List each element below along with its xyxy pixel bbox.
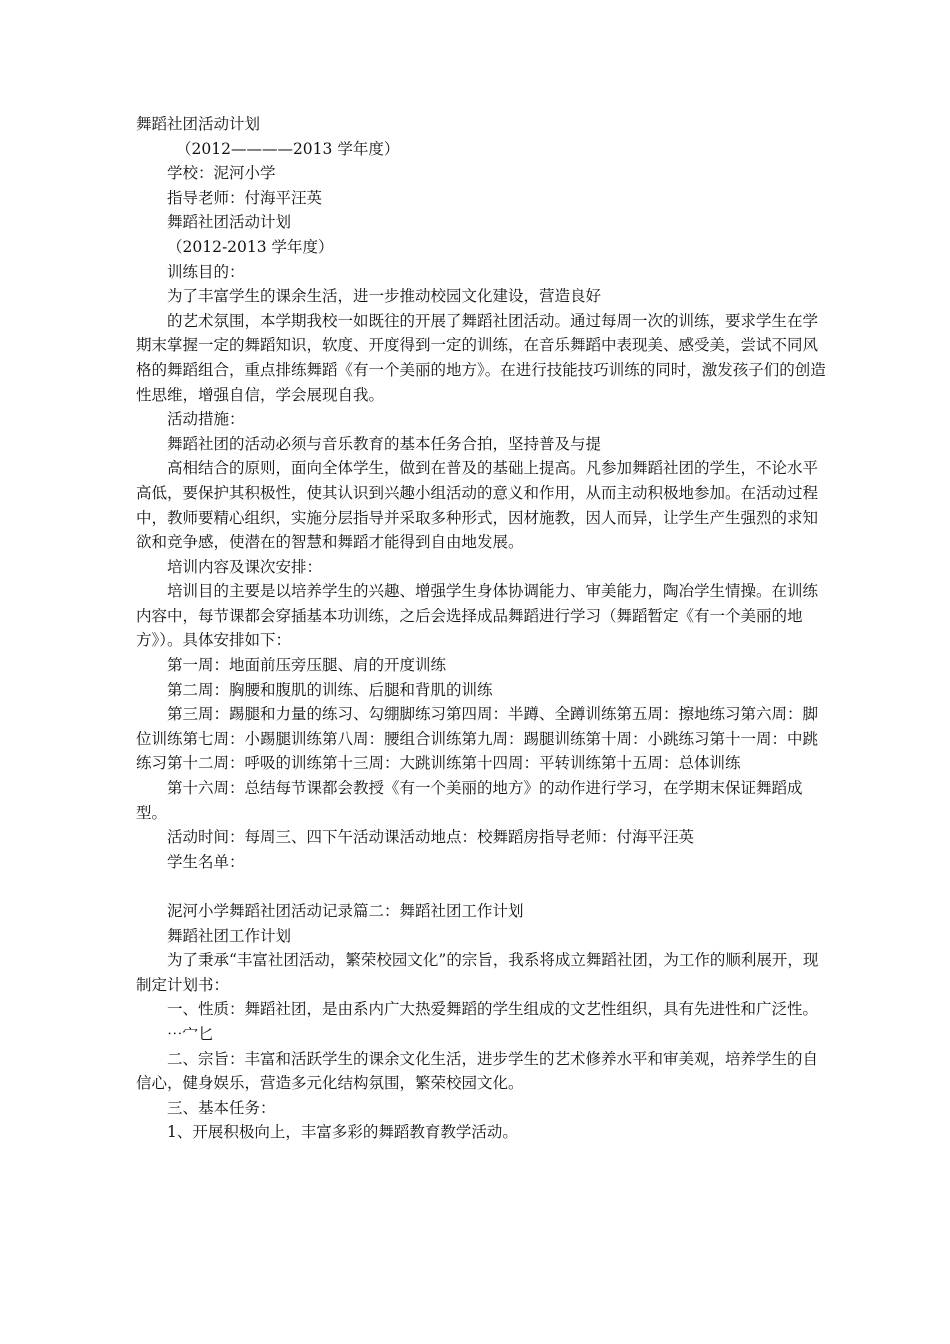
nature-paragraph: 一、性质：舞蹈社团，是由系内广大热爱舞蹈的学生组成的文艺性组织，具有先进性和广泛性。 bbox=[167, 1000, 819, 1019]
goal-heading: 训练目的： bbox=[167, 262, 245, 281]
doc-title: 舞蹈社团活动计划 bbox=[136, 115, 261, 133]
measures-paragraph-start: 舞蹈社团的活动必须与音乐教育的基本任务合拍，坚持普及与提 bbox=[167, 434, 602, 453]
week-16: 第十六周：总结每节课都会教授《有一个美丽的地方》的动作进行学习，在学期末保证舞蹈成型。 bbox=[136, 779, 803, 822]
goal-paragraph: 的艺术氛围，本学期我校一如既往的开展了舞蹈社团活动。通过每周一次的训练，要求学生在学期末掌握一定的舞蹈知识，软度、开度得到一定的训练，在音乐舞蹈中表现美、感受美，尝试不同风格的舞蹈组合，重点排练舞蹈《有一个美丽的地方》。在进行技能技巧训练的同时，激发孩子们的创造性思维，增强自信，学会展现自我。 bbox=[136, 311, 826, 404]
plan-year: （2012-2013 学年度） bbox=[167, 237, 334, 256]
part2-title: 泥河小学舞蹈社团活动记录篇二：舞蹈社团工作计划 bbox=[167, 902, 524, 920]
measures-paragraph: 高相结合的原则，面向全体学生，做到在普及的基础上提高。凡参加舞蹈社团的学生，不论水平高低，要保护其积极性，使其认识到兴趣小组活动的意义和作用，从而主动积极地参加。在活动过程中，教师要精心组织，实施分层指导并采取多种形式，因材施教，因人而异，让学生产生强烈的求知欲和竞争感，使潜在的智慧和舞蹈才能得到自由地发展。 bbox=[136, 459, 819, 552]
instructor: 指导老师：付海平汪英 bbox=[167, 188, 323, 207]
week-2: 第二周：胸腰和腹肌的训练、后腿和背肌的训练 bbox=[167, 680, 493, 699]
content-heading: 培训内容及课次安排： bbox=[167, 557, 323, 576]
plan-title: 舞蹈社团活动计划 bbox=[167, 213, 292, 232]
measures-heading: 活动措施： bbox=[167, 410, 245, 429]
activity-time-place: 活动时间：每周三、四下午活动课活动地点：校舞蹈房指导老师：付海平汪英 bbox=[167, 828, 695, 847]
task-1: 1、开展积极向上，丰富多彩的舞蹈教育教学活动。 bbox=[167, 1123, 518, 1142]
tasks-heading: 三、基本任务： bbox=[167, 1098, 276, 1117]
blank-line bbox=[136, 874, 826, 899]
purpose-paragraph: 二、宗旨：丰富和活跃学生的课余文化生活，进步学生的艺术修养水平和审美观，培养学生的自信心，健身娱乐，营造多元化结构氛围，繁荣校园文化。 bbox=[136, 1049, 819, 1093]
content-paragraph: 培训目的主要是以培养学生的兴趣、增强学生身体协调能力、审美能力，陶冶学生情操。在训练内容中，每节课都会穿插基本功训练，之后会选择成品舞蹈进行学习（舞蹈暂定《有一个美丽的地方》）。具体安排如下： bbox=[136, 582, 819, 650]
document-page bbox=[136, 112, 826, 1145]
part2-intro: 为了秉承“丰富社团活动，繁荣校园文化”的宗旨，我系将成立舞蹈社团，为工作的顺利展开，现制定计划书： bbox=[136, 951, 819, 994]
garbled-text: ⋯宀匕 bbox=[167, 1024, 214, 1043]
part2-subtitle: 舞蹈社团工作计划 bbox=[167, 926, 292, 945]
goal-paragraph-start: 为了丰富学生的课余生活，进一步推动校园文化建设，营造良好 bbox=[167, 287, 602, 306]
week-1: 第一周：地面前压旁压腿、肩的开度训练 bbox=[167, 656, 447, 675]
week-3-to-15: 第三周：踢腿和力量的练习、勾绷脚练习第四周：半蹲、全蹲训练第五周：擦地练习第六周：脚位训练第七周：小踢腿训练第八周：腰组合训练第九周：踢腿训练第十周：小跳练习第十一周：中跳练习第十二周：呼吸的训练第十三周：大跳训练第十四周：平转训练第十五周：总体训练 bbox=[136, 705, 819, 773]
school-name: 学校：泥河小学 bbox=[167, 164, 276, 183]
school-year: （2012————2013 学年度） bbox=[176, 139, 400, 158]
student-list-label: 学生名单： bbox=[167, 852, 245, 871]
